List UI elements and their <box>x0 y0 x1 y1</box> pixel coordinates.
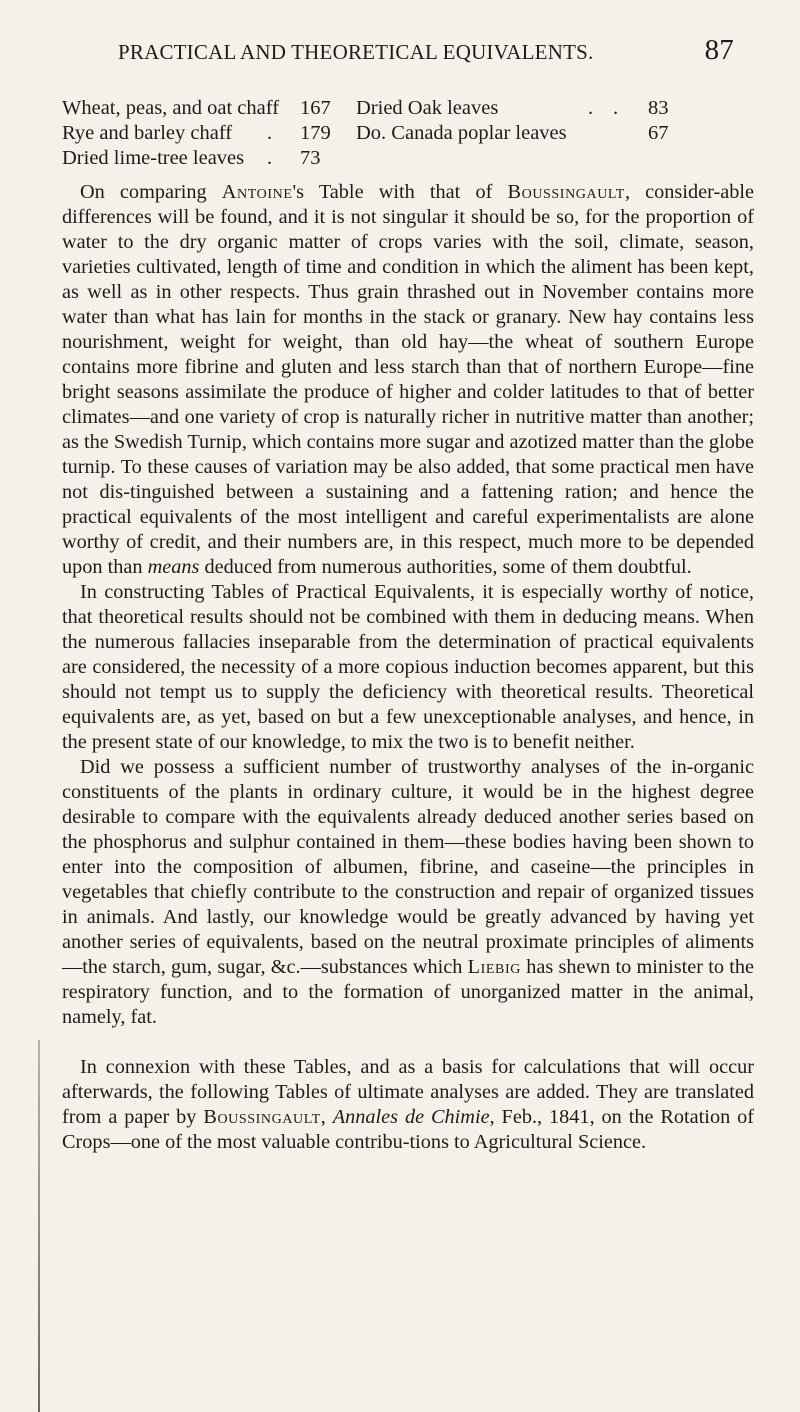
author-name: Boussingault <box>203 1106 321 1128</box>
text-run: In connexion with these Tables, and as a basis for calculations that will occur afterwards, the following Tables of ultimate analyses are added. They are translated from a paper by <box>62 1056 754 1128</box>
running-title: PRACTICAL AND THEORETICAL EQUIVALENTS. <box>118 40 594 64</box>
item-value: 73 <box>300 147 321 169</box>
table-row <box>62 121 752 146</box>
item-name: Wheat, peas, and oat chaff <box>62 97 280 119</box>
table-row <box>62 96 752 121</box>
text-run: 's Table with that of <box>292 181 508 203</box>
text-run: , Feb., 1841, on the Rotation of Crops—one of the most valuable contribu-tions to Agricultural Science. <box>62 1106 755 1153</box>
leader-dot: . <box>267 147 273 169</box>
page-number: 87 <box>704 34 734 66</box>
equivalents-table <box>62 96 752 171</box>
item-value: 67 <box>648 122 669 144</box>
text-run: deduced from numerous authorities, some of them doubtful. <box>199 556 692 578</box>
item-name: Do. Canada poplar leaves <box>356 122 567 144</box>
item-name: Dried lime-tree leaves <box>62 147 245 169</box>
author-name: Liebig <box>467 956 521 978</box>
leader-dot: . <box>613 97 619 119</box>
paragraph <box>62 1055 754 1155</box>
text-run: has shewn to minister to the respiratory function, and to the formation of unorganized matter in the animal, namely, fat. <box>62 956 754 1028</box>
text-run: Did we possess a sufficient number of trustworthy analyses of the in-organic constituents of the plants in ordinary culture, it would be in the highest degree desirable to compare with the equivalents already deduced another series based on the phosphorus and sulphur contained in them—these bodies having been shown to enter into the composition of albumen, fibrine, and caseine—the principles in vegetables that chiefly contribute to the construction and repair of organized tissues in animals. And lastly, our knowledge would be greatly advanced by having yet another series of equivalents, based on the neutral proximate principles of aliments—the starch, gum, sugar, &c.—substances which <box>62 756 754 978</box>
text-run: , consider-able differences will be found, and it is not singular it should be so, for the proportion of water to the dry organic matter of crops varies with the soil, climate, season, varieties cultivated, length of time and condition in which the aliment has been kept, as well as in other respects. Thus grain thrashed out in November contains more water than what has lain for months in the stack or granary. New hay contains less nourishment, weight for weight, than old hay—the wheat of southern Europe contains more fibrine and gluten and less starch than that of northern Europe—fine bright seasons assimilate the produce of higher and colder latitudes to that of better climates—and one variety of crop is naturally richer in nutritive matter than another; as the Swedish Turnip, which contains more sugar and azotized matter than the globe turnip. To these causes of variation may be also added, that some practical men have not dis-tinguished between a sustaining and a fattening ration; and hence the practical equivalents of the most intelligent and careful experimentalists are alone worthy of credit, and their numbers are, in this respect, much more to be depended upon than <box>62 181 754 578</box>
paragraph <box>62 755 754 1030</box>
emphasis: means <box>147 556 200 578</box>
item-value: 83 <box>648 97 669 119</box>
binding-edge <box>38 1040 40 1412</box>
journal-title: Annales de Chimie <box>332 1106 490 1128</box>
body-text <box>62 180 754 1155</box>
item-name: Dried Oak leaves <box>356 97 499 119</box>
leader-dot: . <box>267 122 273 144</box>
author-name: Antoine <box>221 181 293 203</box>
item-value: 179 <box>300 122 331 144</box>
paragraph: In constructing Tables of Practical Equivalents, it is especially worthy of notice, that theoretical results should not be combined with them in deducing means. When the numerous fallacies inseparable from the determination of practical equivalents are considered, the necessity of a more copious induction becomes apparent, but this should not tempt us to supply the deficiency with theoretical results. Theoretical equivalents are, as yet, based on but a few unexceptionable analyses, and hence, in the present state of our knowledge, to mix the two is to benefit neither. <box>62 581 754 753</box>
leader-dot: . <box>588 97 594 119</box>
paragraph <box>62 180 754 580</box>
table-row <box>62 146 752 171</box>
text-run: , <box>320 1106 333 1128</box>
text-run: On comparing <box>80 181 222 203</box>
author-name: Boussingault <box>507 181 625 203</box>
item-name: Rye and barley chaff <box>62 122 233 144</box>
item-value: 167 <box>300 97 331 119</box>
